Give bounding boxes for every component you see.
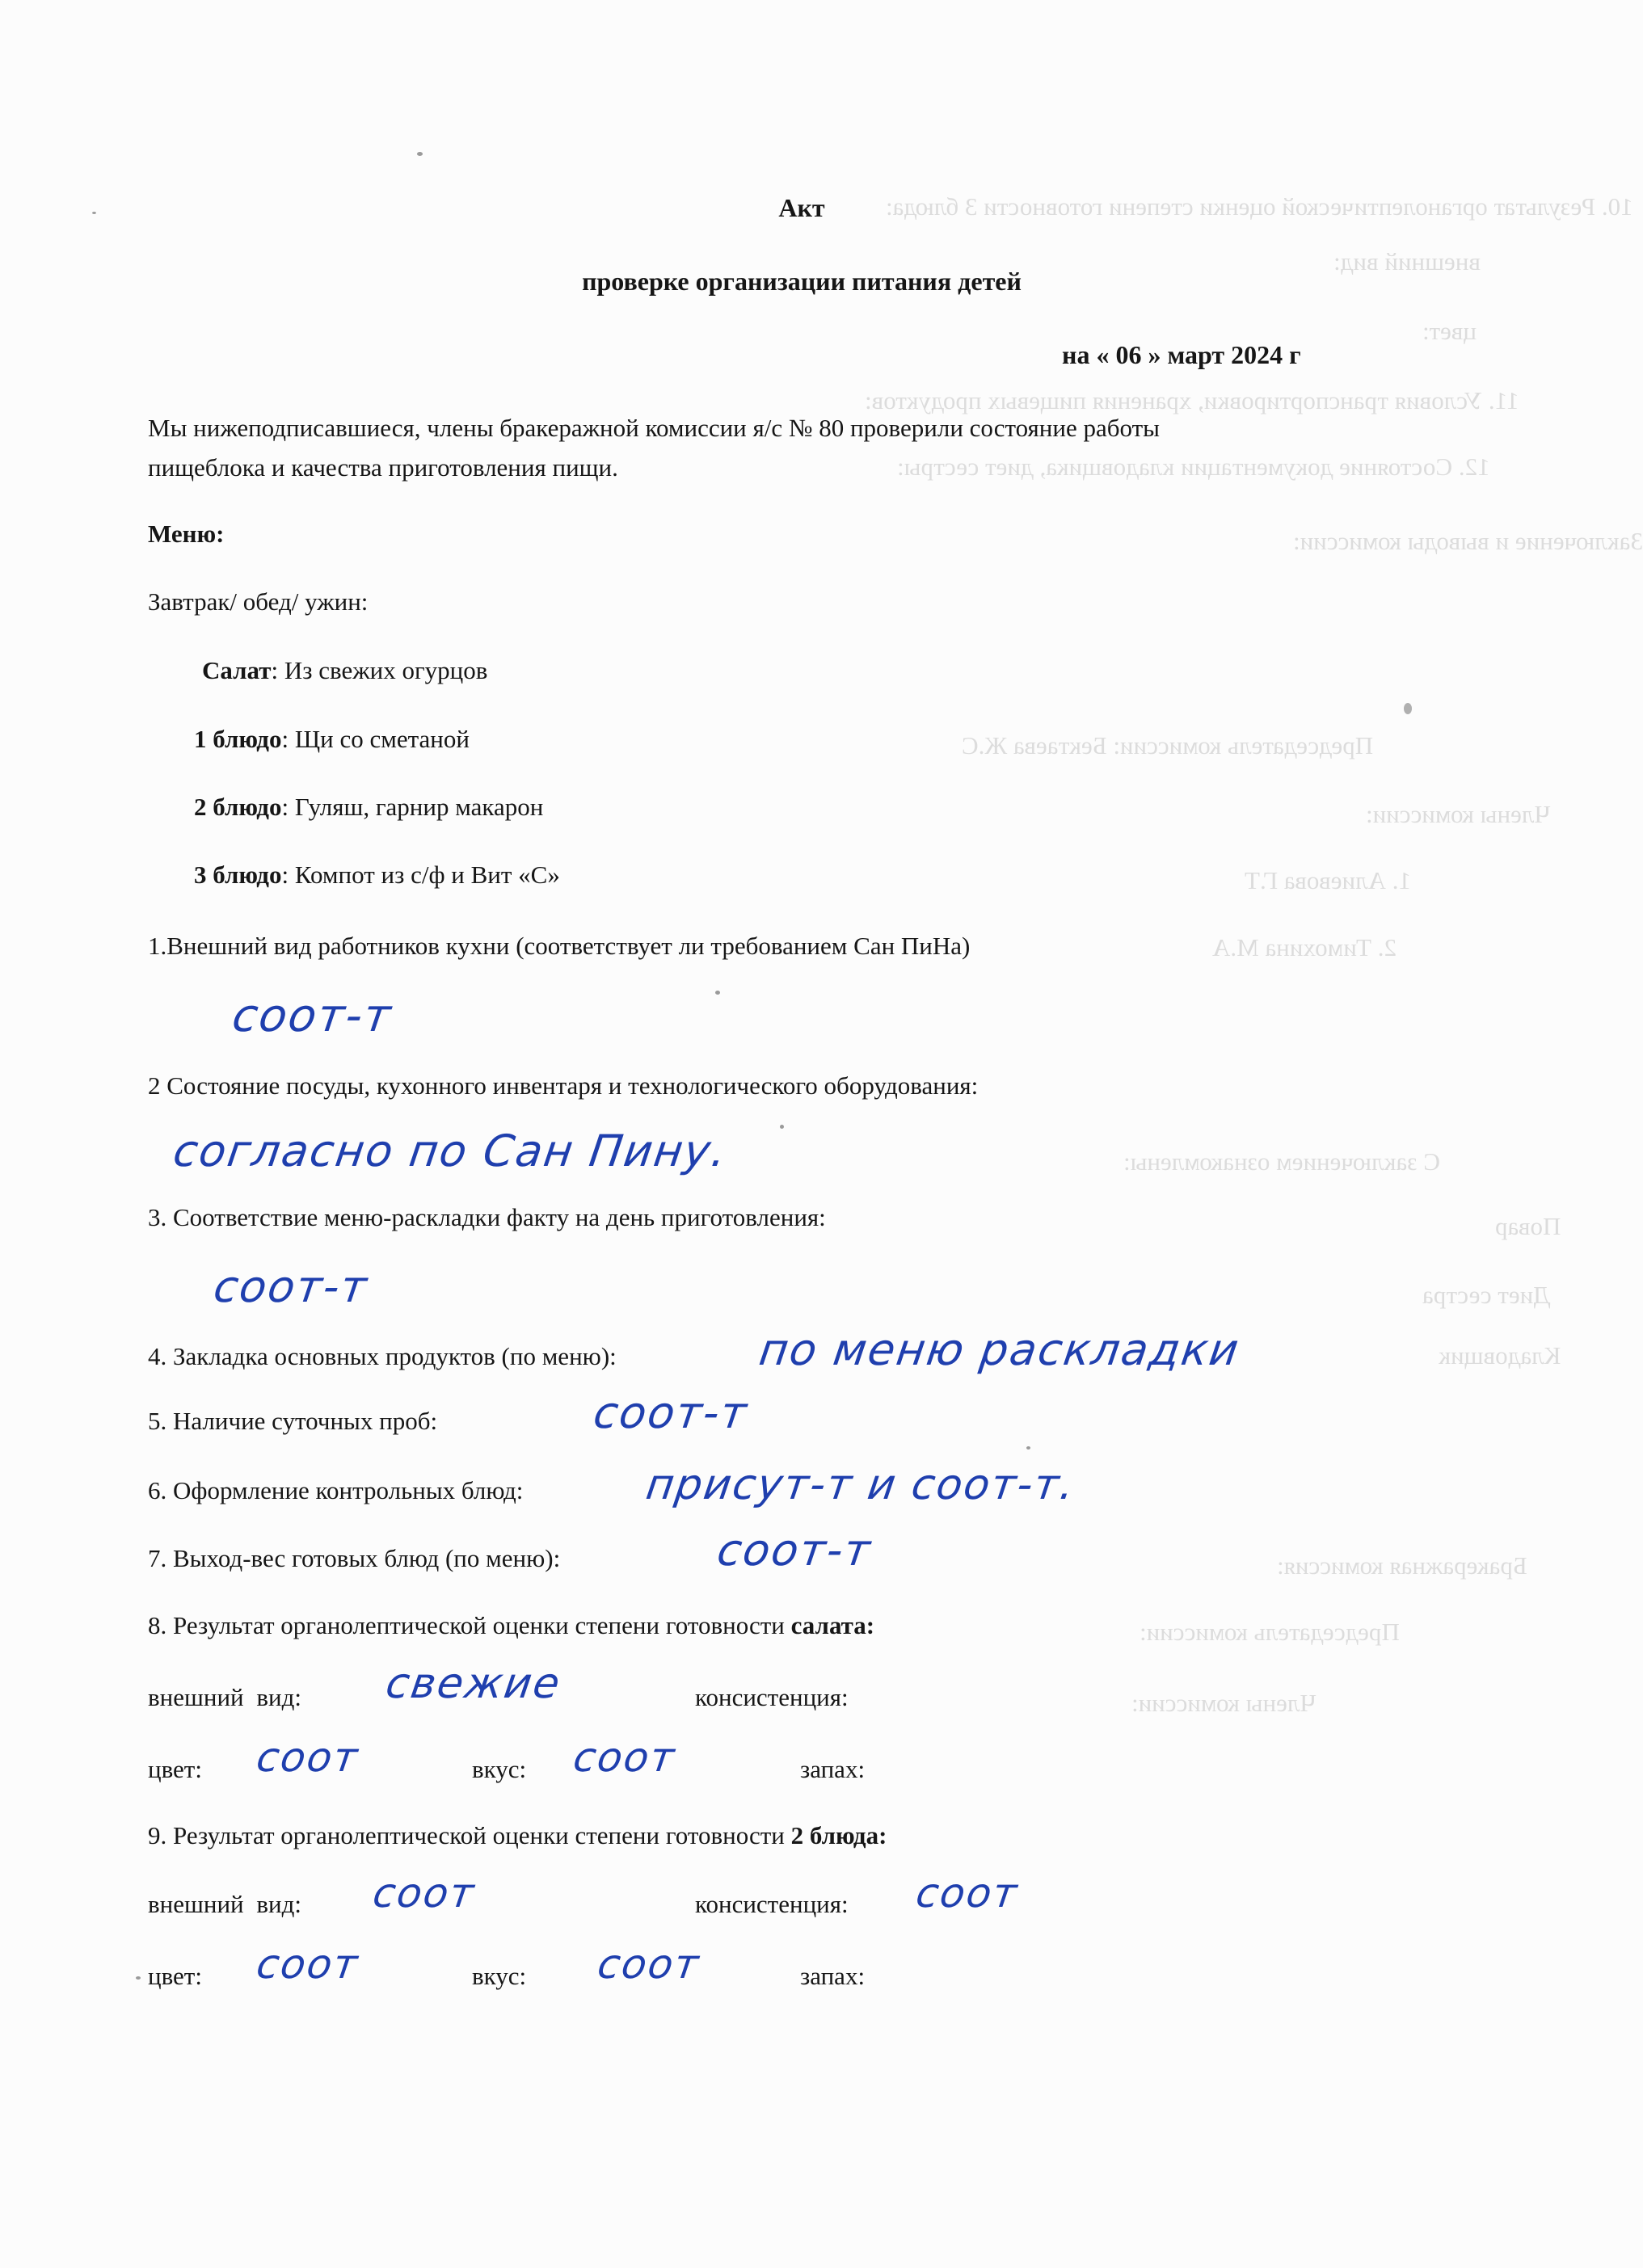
dish-value: : Из свежих огурцов bbox=[271, 656, 488, 684]
dish2-appearance-label: внешний вид: bbox=[148, 1890, 301, 1918]
salad-color-value: соот bbox=[253, 1734, 362, 1781]
bleed-line: 2. Тимохина М.А bbox=[1212, 933, 1397, 961]
scan-speck bbox=[780, 1125, 784, 1129]
dish2-smell-label: запах: bbox=[800, 1962, 866, 1990]
salad-appearance-label: внешний вид: bbox=[148, 1683, 301, 1711]
answer-5-handwritten: соот-т bbox=[590, 1387, 752, 1438]
scan-speck bbox=[417, 152, 423, 156]
question-6: 6. Оформление контрольных блюд: bbox=[148, 1476, 524, 1504]
dish2-taste-label: вкус: bbox=[472, 1962, 527, 1990]
bleed-line: 10. Результат органолептической оценки степени готовности 3 блюда: bbox=[886, 192, 1633, 221]
dish-label: Салат bbox=[202, 656, 272, 684]
salad-color-label: цвет: bbox=[148, 1755, 202, 1783]
answer-7-handwritten: соот-т bbox=[714, 1525, 875, 1576]
scan-speck bbox=[136, 1976, 141, 1980]
dish-salad bbox=[202, 658, 487, 683]
bleed-line: Бракеражная комиссия: bbox=[1277, 1551, 1527, 1580]
bleed-line: С заключением ознакомлены: bbox=[1123, 1147, 1440, 1176]
salad-consistency-label: консистенция: bbox=[695, 1683, 849, 1711]
bleed-line: Кладовщик bbox=[1439, 1341, 1561, 1370]
scan-speck bbox=[92, 212, 96, 214]
intro-text-line2: пищеблока и качества приготовления пищи. bbox=[148, 453, 618, 482]
bleed-line: 11. Условия транспортировки, хранения пищевых продуктов: bbox=[865, 386, 1519, 414]
question-8-subject: салата: bbox=[790, 1611, 875, 1639]
meals-label: Завтрак/ обед/ ужин: bbox=[148, 587, 369, 616]
dish-value: : Гуляш, гарнир макарон bbox=[281, 793, 544, 821]
dish2-color-value: соот bbox=[253, 1941, 362, 1988]
bleed-line: Члены комиссии: bbox=[1366, 800, 1551, 828]
bleed-line: Заключение и выводы комиссии: bbox=[1293, 527, 1643, 555]
bleed-line: Председатель комиссии: Бектаева Ж.С bbox=[962, 731, 1374, 760]
question-7: 7. Выход-вес готовых блюд (по меню): bbox=[148, 1544, 561, 1572]
bleed-line: 12. Состояние документации кладовщика, диет сестры: bbox=[897, 452, 1490, 481]
bleed-line: Повар bbox=[1495, 1212, 1561, 1240]
bleed-line: внешний вид: bbox=[1333, 247, 1481, 276]
dish-value: : Щи со сметаной bbox=[281, 725, 470, 753]
dish-second-course bbox=[194, 794, 543, 819]
intro-text-line1: Мы нижеподписавшиеся, члены бракеражной комиссии я/с № 80 проверили состояние работы bbox=[148, 414, 1160, 442]
question-1: 1.Внешний вид работников кухни (соответствует ли требованием Сан ПиНа) bbox=[148, 932, 971, 960]
dish-third-course bbox=[194, 862, 560, 887]
question-4: 4. Закладка основных продуктов (по меню): bbox=[148, 1342, 617, 1370]
salad-taste-label: вкус: bbox=[472, 1755, 527, 1783]
question-8 bbox=[148, 1613, 874, 1638]
dish2-taste-value: соот bbox=[594, 1941, 703, 1988]
document-date: на « 06 » март 2024 г bbox=[1062, 340, 1301, 369]
answer-4-handwritten: по меню раскладки bbox=[756, 1324, 1244, 1375]
dish-value: : Компот из с/ф и Вит «С» bbox=[281, 860, 560, 889]
question-9-text: 9. Результат органолептической оценки степени готовности bbox=[148, 1821, 791, 1849]
question-5: 5. Наличие суточных проб: bbox=[148, 1407, 438, 1435]
question-3: 3. Соответствие меню-раскладки факту на день приготовления: bbox=[148, 1203, 826, 1231]
dish-first-course bbox=[194, 726, 470, 751]
question-8-text: 8. Результат органолептической оценки степени готовности bbox=[148, 1611, 791, 1639]
menu-label: Меню: bbox=[148, 520, 225, 548]
question-9 bbox=[148, 1823, 887, 1848]
salad-taste-value: соот bbox=[570, 1734, 679, 1781]
dish-label: 1 блюдо bbox=[194, 725, 282, 753]
scan-speck bbox=[1404, 703, 1412, 714]
document-title: Акт bbox=[778, 193, 825, 222]
dish2-consistency-label: консистенция: bbox=[695, 1890, 849, 1918]
dish2-color-label: цвет: bbox=[148, 1962, 202, 1990]
dish2-appearance-value: соот bbox=[369, 1870, 478, 1917]
answer-3-handwritten: соот-т bbox=[210, 1261, 372, 1312]
answer-1-handwritten: соот-т bbox=[229, 990, 396, 1042]
dish-label: 3 блюдо bbox=[194, 860, 282, 889]
bleed-line: Диет сестра bbox=[1422, 1281, 1551, 1309]
bleed-line: 1. Алиевова Г.Т bbox=[1245, 866, 1411, 894]
question-2: 2 Состояние посуды, кухонного инвентаря и технологического оборудования: bbox=[148, 1071, 979, 1100]
scan-speck bbox=[715, 991, 720, 995]
answer-6-handwritten: присут-т и соот-т. bbox=[642, 1461, 1079, 1509]
dish-label: 2 блюдо bbox=[194, 793, 282, 821]
bleed-line: Члены комиссии: bbox=[1131, 1689, 1317, 1717]
answer-2-handwritten: согласно по Сан Пину. bbox=[170, 1126, 731, 1176]
salad-smell-label: запах: bbox=[800, 1755, 866, 1783]
dish2-consistency-value: соот bbox=[912, 1870, 1022, 1917]
question-9-subject: 2 блюда: bbox=[790, 1821, 887, 1849]
salad-appearance-value: свежие bbox=[382, 1660, 565, 1708]
bleed-line: цвет: bbox=[1422, 317, 1477, 345]
scan-speck bbox=[1026, 1446, 1030, 1450]
document-subtitle: проверке организации питания детей bbox=[582, 267, 1022, 296]
bleed-line: Председатель комиссии: bbox=[1140, 1618, 1400, 1646]
